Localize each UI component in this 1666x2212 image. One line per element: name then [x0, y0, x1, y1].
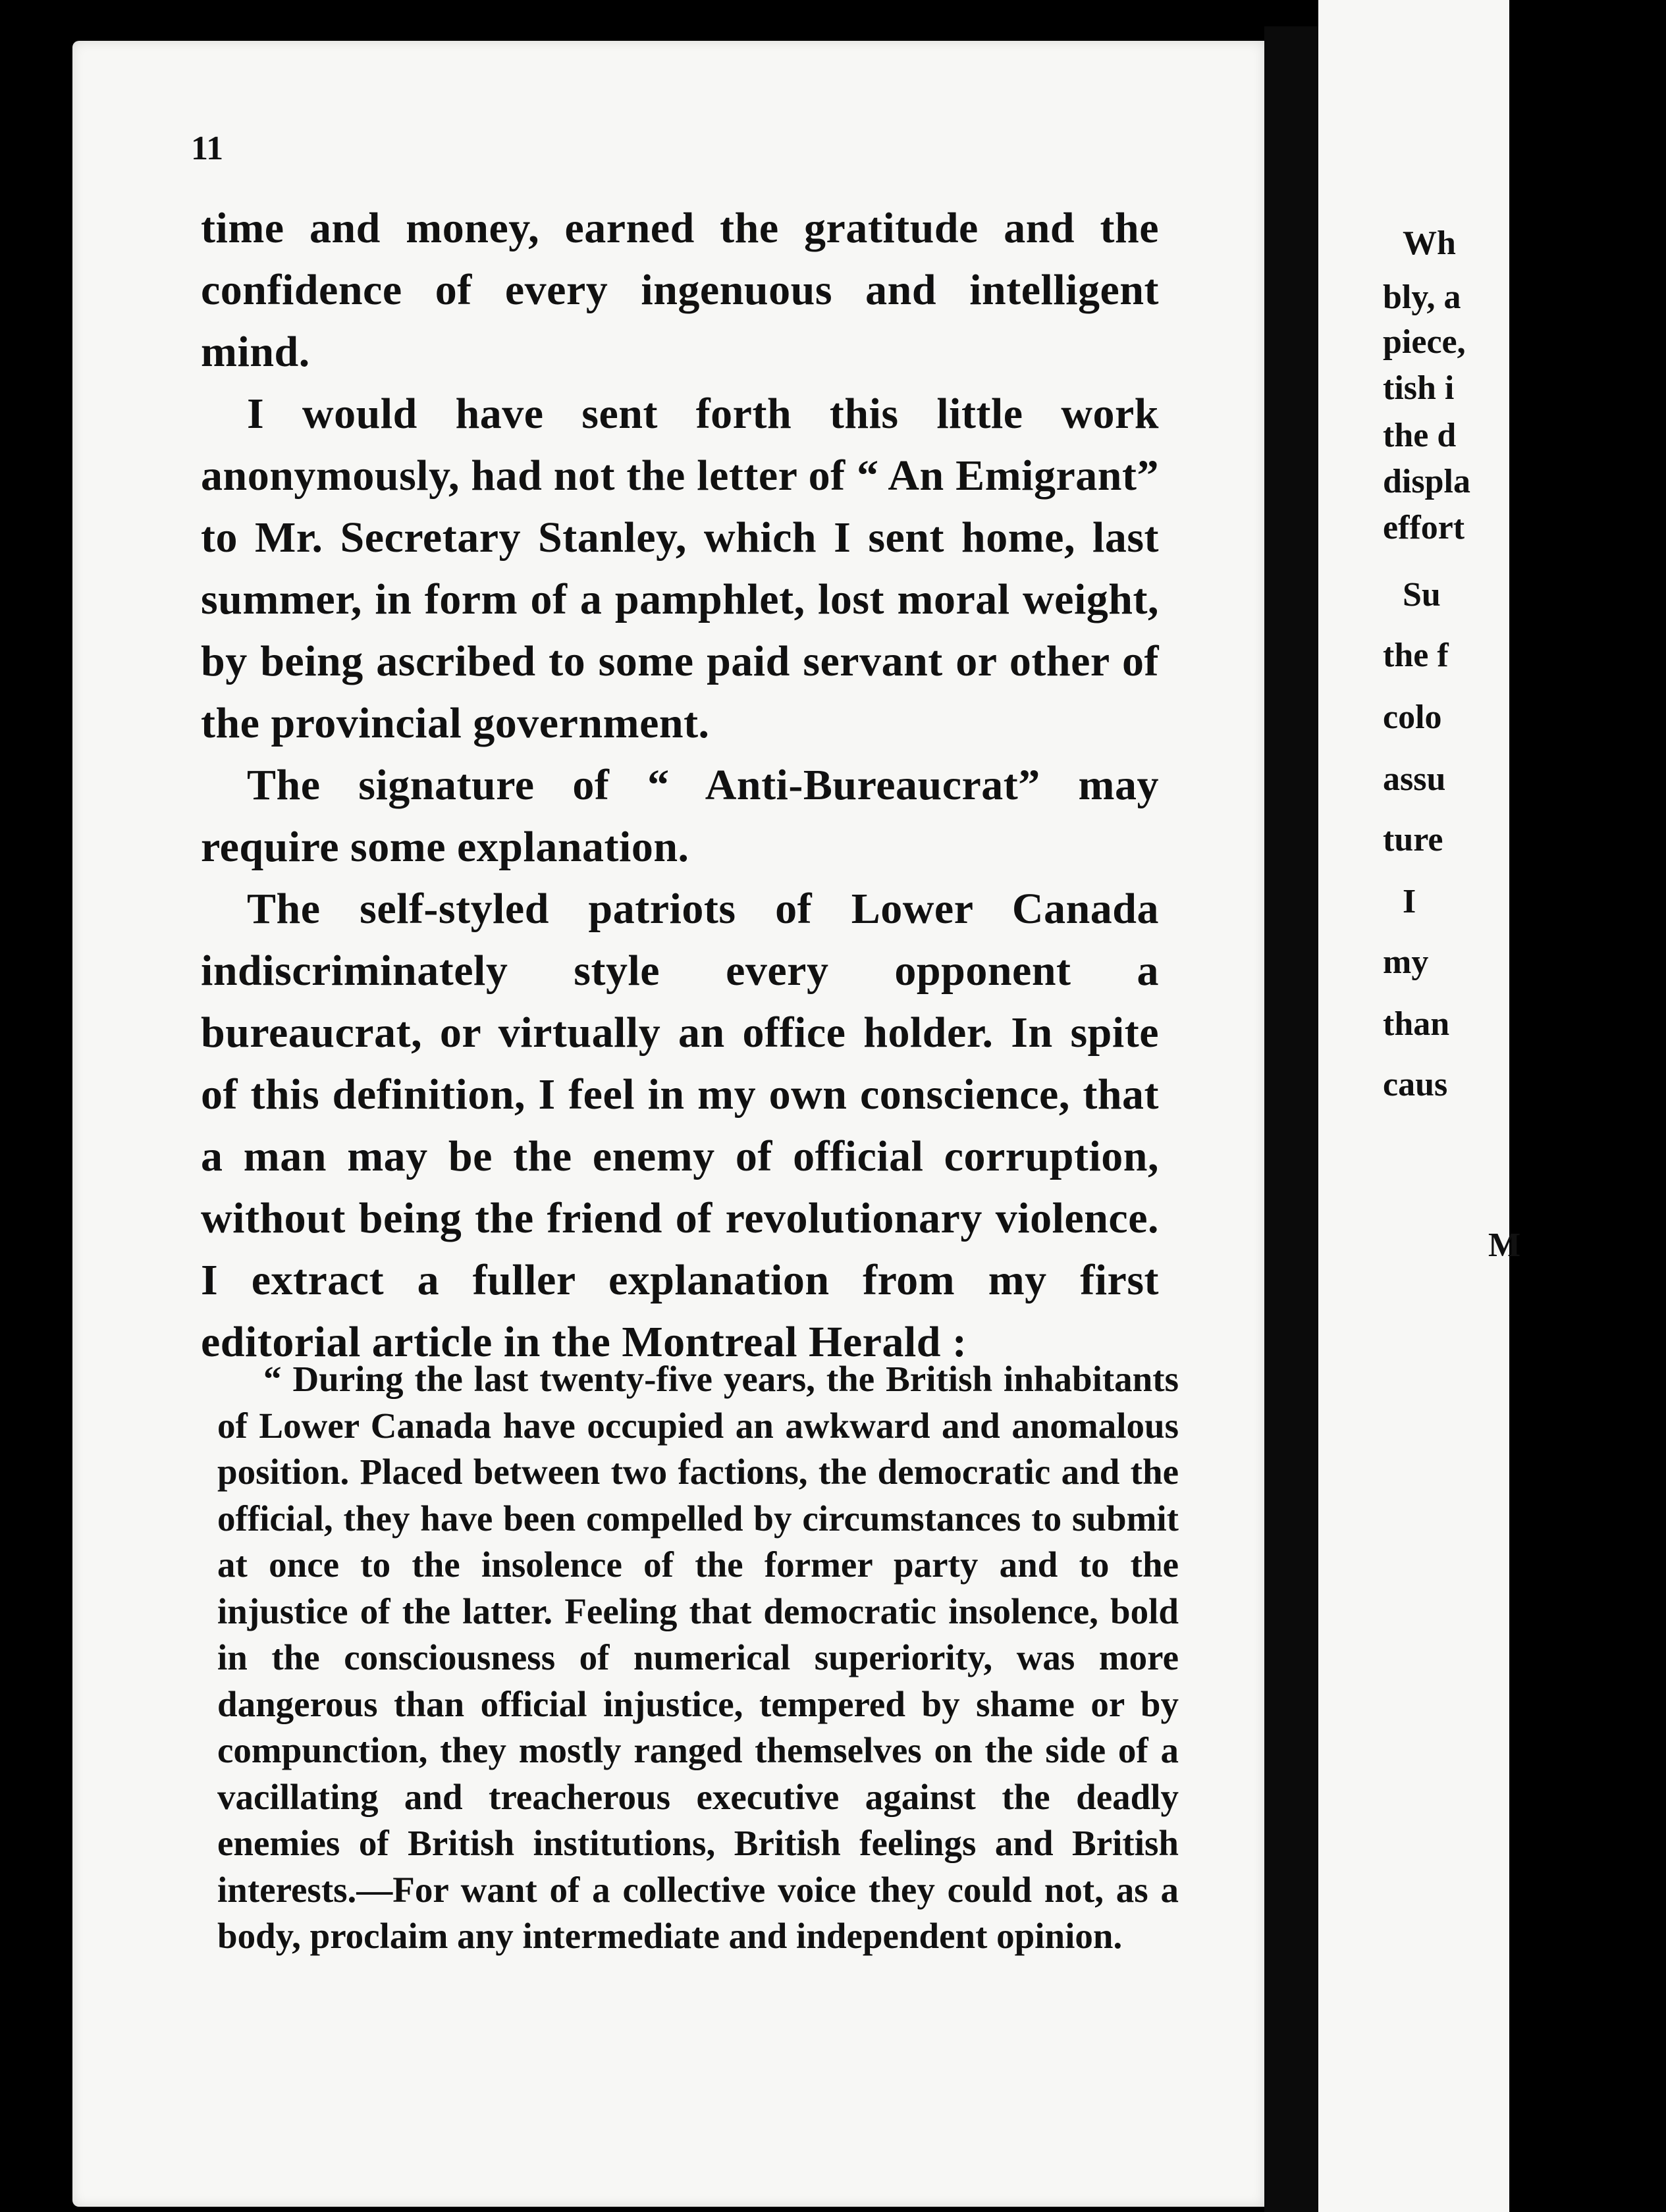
- facing-line: piece,: [1383, 323, 1466, 361]
- facing-line: the d: [1383, 417, 1457, 454]
- paragraph-continuation: time and money, earned the gratitude and the confidence of every ingenuous and intelligent mind.: [201, 204, 1159, 376]
- facing-line: M: [1488, 1226, 1521, 1264]
- paragraph-anonymity: I would have sent forth this little work anonymously, had not the letter of “ An Emigrant” to Mr. Secretary Stanley, which I sent home, last summer, in form of a pamphlet, lost moral weight, by being ascribed to some paid servant or other of the provincial government.: [201, 390, 1159, 747]
- quote-text: “ During the last twenty-five years, the British inhabitants of Lower Canada have occupied an awkward and anomalous position. Placed between two factions, the democratic and the official, they have been compelled by circumstances to submit at once to the insolence of the former party and to the injustice of the latter. Feeling that democratic insolence, bold in the consciousness of numerical superiority, was more dangerous than official injustice, tempered by shame or by compunction, they mostly ranged themselves on the side of a vacillating and treacherous executive against the deadly enemies of British institutions, British feelings and British interests.—For want of a collective voice they could not, as a body, proclaim any intermediate and independent opinion.: [217, 1359, 1179, 1956]
- facing-line: than: [1383, 1005, 1450, 1043]
- facing-line: my: [1383, 943, 1429, 981]
- paragraph-patriots: The self-styled patriots of Lower Canada indiscriminately style every opponent a bureaucrat, or virtually an office holder. In spite of this definition, I feel in my own conscience, that a man may be the enemy of official corruption, without being the friend of revolutionary violence. I extract a fuller explanation from my first editorial article in the Montreal Herald :: [201, 885, 1159, 1366]
- facing-line: the f: [1383, 637, 1449, 674]
- facing-line: Wh: [1403, 224, 1456, 262]
- facing-line: colo: [1383, 698, 1442, 736]
- book-gutter: [1264, 26, 1318, 2212]
- facing-line: effort: [1383, 509, 1465, 546]
- facing-line: I: [1403, 883, 1416, 920]
- paragraph-signature: The signature of “ Anti-Bureaucrat” may require some explanation.: [201, 761, 1159, 871]
- facing-line: assu: [1383, 760, 1446, 798]
- facing-line: tish i: [1383, 369, 1455, 407]
- facing-line: Su: [1403, 576, 1441, 614]
- facing-line: displa: [1383, 463, 1470, 500]
- facing-line: bly, a: [1383, 278, 1461, 316]
- facing-line: caus: [1383, 1066, 1448, 1103]
- main-text: [201, 198, 1159, 1373]
- page-number: 11: [191, 130, 224, 167]
- block-quote: [217, 1356, 1179, 1960]
- facing-line: ture: [1383, 821, 1443, 858]
